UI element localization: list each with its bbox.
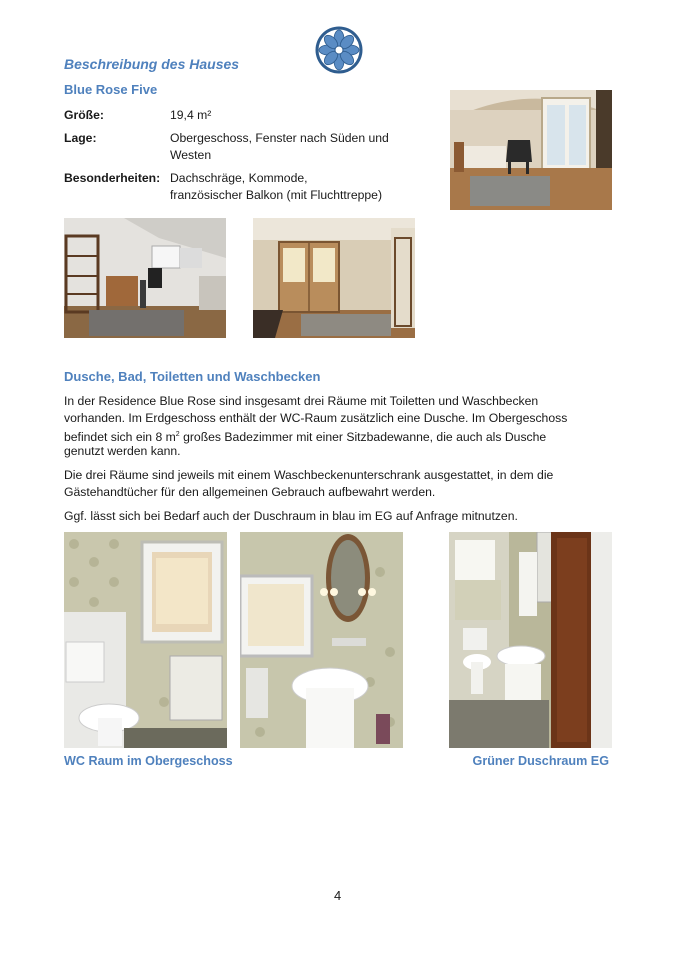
paragraph-2-line-2: Gästehandtücher für den allgemeinen Gebrauch aufbewahrt werden. xyxy=(64,485,436,499)
caption-green-shower: Grüner Duschraum EG xyxy=(472,754,609,768)
location-value-line2: Westen xyxy=(170,148,212,162)
logo xyxy=(314,25,364,75)
size-label: Größe: xyxy=(64,108,104,122)
features-value-line2: französischer Balkon (mit Fluchttreppe) xyxy=(170,188,383,202)
location-label: Lage: xyxy=(64,131,97,145)
paragraph-1-line-1: In der Residence Blue Rose sind insgesamt drei Räume mit Toiletten und Waschbecken xyxy=(64,394,539,408)
paragraph-3: Ggf. lässt sich bei Bedarf auch der Duschraum in blau im EG auf Anfrage mitnutzen. xyxy=(64,509,518,523)
paragraph-1-line-3: befindet sich ein 8 $m^2$ großes Badezimmer mit einer Sitzbadewanne, die auch als Dusche xyxy=(64,430,547,445)
page-number: 4 xyxy=(334,888,342,903)
wc-photo-sink xyxy=(240,532,403,748)
features-label: Besonderheiten: xyxy=(64,171,161,185)
size-value: 19,4 m² xyxy=(170,108,212,122)
caption-wc-upper-floor: WC Raum im Obergeschoss xyxy=(64,754,233,768)
room-photo-balcony xyxy=(450,90,612,210)
paragraph-2-line-1: Die drei Räume sind jeweils mit einem Waschbeckenunterschrank ausgestattet, in dem die xyxy=(64,468,554,482)
page-heading: Beschreibung des Hauses xyxy=(64,56,240,72)
shower-photo-green xyxy=(449,532,612,748)
features-value-line1: Dachschräge, Kommode, xyxy=(170,171,308,185)
paragraph-1-line-2: vorhanden. Im Erdgeschoss enthält der WC-Raum zusätzlich eine Dusche. Im Obergeschoss xyxy=(64,411,568,425)
room-photo-wardrobe xyxy=(253,218,415,338)
location-value-line1: Obergeschoss, Fenster nach Süden und xyxy=(170,131,389,145)
paragraph-1-line-4: genutzt werden kann. xyxy=(64,444,181,458)
wc-photo-toilet xyxy=(64,532,227,748)
room-title: Blue Rose Five xyxy=(64,82,158,97)
section-title: Dusche, Bad, Toiletten und Waschbecken xyxy=(64,369,321,384)
room-photo-desk xyxy=(64,218,226,338)
